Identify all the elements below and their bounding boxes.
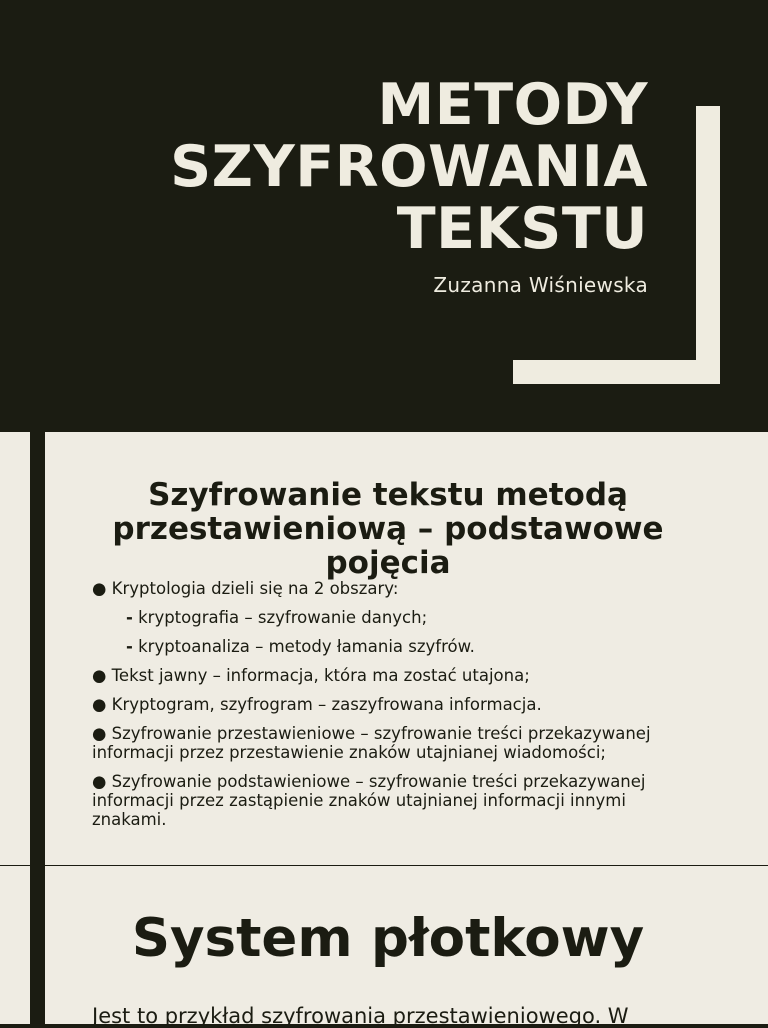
bullet-item [92, 724, 692, 762]
slide-body-text: Jest to przykład szyfrowania przestawieniowego. W [92, 1004, 629, 1028]
bullet-dot-icon: ● [92, 666, 107, 685]
bullet-dot-icon: ● [92, 724, 107, 743]
decorative-bracket-horizontal [513, 360, 720, 384]
bullet-text: kryptografia – szyfrowanie danych; [138, 608, 428, 627]
bullet-text: Kryptologia dzieli się na 2 obszary: [111, 579, 399, 598]
bullet-text: Kryptogram, szyfrogram – zaszyfrowana informacja. [111, 695, 542, 714]
definitions-slide [0, 432, 768, 865]
side-accent-bar [30, 866, 45, 1024]
sub-bullet-item [92, 608, 692, 627]
slide-title: Szyfrowanie tekstu metodą przestawieniową – podstawowe pojęcia [112, 477, 664, 581]
presentation-title: METODY SZYFROWANIA TEKSTU [170, 72, 648, 262]
bullet-dot-icon: ● [92, 695, 107, 714]
bullet-text: Szyfrowanie podstawieniowe – szyfrowanie treści przekazywanej informacji przez zastąpienie znaków utajnianej informacji innymi znakami. [92, 772, 646, 829]
decorative-bracket-vertical [696, 106, 720, 384]
side-accent-bar [30, 432, 45, 865]
bullet-item [92, 695, 692, 714]
bullet-item [92, 666, 692, 685]
bullet-text: kryptoanaliza – metody łamania szyfrów. [138, 637, 475, 656]
bullet-list [92, 579, 692, 839]
dash-icon: - [126, 608, 133, 627]
title-slide [0, 0, 768, 432]
bullet-item [92, 772, 692, 829]
author-name: Zuzanna Wiśniewska [433, 273, 648, 297]
bullet-dot-icon: ● [92, 772, 107, 791]
bullet-item [92, 579, 692, 598]
sub-bullet-item [92, 637, 692, 656]
dash-icon: - [126, 637, 133, 656]
bullet-text: Szyfrowanie przestawieniowe – szyfrowanie treści przekazywanej informacji przez przestawienie znaków utajnianej wiadomości; [92, 724, 651, 762]
rail-fence-slide [0, 866, 768, 1028]
slide-title: System płotkowy [131, 908, 645, 969]
bullet-text: Tekst jawny – informacja, która ma zostać utajona; [111, 666, 530, 685]
bullet-dot-icon: ● [92, 579, 107, 598]
